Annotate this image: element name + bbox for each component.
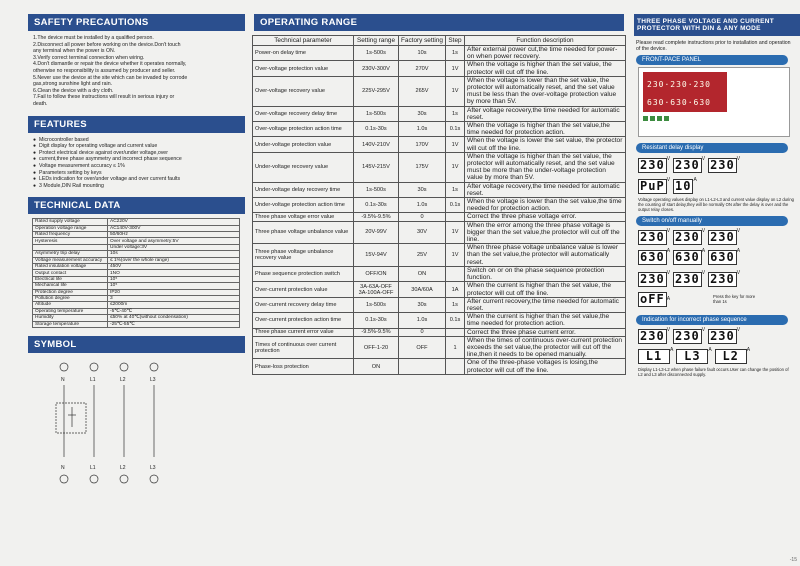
lcd-l2: L2 (715, 349, 747, 364)
tech-value: 3 (108, 295, 240, 301)
op-factory: 0 (399, 213, 446, 221)
op-step: 1V (446, 76, 465, 106)
feature-item: ● Digit display for operating voltage and current value (33, 143, 245, 150)
op-factory: 30s (399, 106, 446, 121)
op-factory: 0 (399, 328, 446, 336)
unit-a: A (708, 346, 712, 353)
unit-a: A (701, 247, 706, 254)
lcd-l3: 230 (710, 271, 735, 286)
top-label-n: N (61, 376, 65, 383)
op-step: 1V (446, 137, 465, 152)
safety-text (0, 35, 243, 108)
right-column (632, 0, 800, 377)
feature-item: ● Voltage measurement accuracy ≤ 1% (33, 163, 245, 170)
tech-param: Pollution degree (33, 295, 108, 301)
tech-param: Rated insulation voltage (33, 264, 108, 270)
op-row (253, 198, 626, 213)
op-range: 3A-63A-OFF 3A-100A-OFF (354, 282, 399, 297)
terminal-screw-icon (90, 363, 98, 371)
op-param: Under-voltage recovery value (253, 152, 354, 182)
op-range: -9.5%-9.5% (354, 213, 399, 221)
safety-line: any terminal when the power is ON. (33, 48, 116, 55)
switch-row4 (638, 292, 794, 307)
lcd-l1: 230 (640, 229, 665, 244)
tech-param: Storage temperature (33, 321, 108, 327)
tech-value: Over voltage and asymmetry:5V (108, 238, 240, 244)
panel-buttons (643, 108, 671, 126)
op-row (253, 244, 626, 267)
resistant-title: Resistant delay display (636, 143, 788, 153)
op-row (253, 266, 626, 281)
op-row (253, 106, 626, 121)
lcd-pup: PuP (640, 178, 665, 193)
tech-table (32, 218, 240, 328)
op-range: 1s-500s (354, 182, 399, 197)
op-header: Factory setting (399, 36, 446, 46)
tech-value: ≤50% at 40℃(without condensation) (108, 315, 240, 321)
terminal-screw-icon (120, 475, 128, 483)
safety-line: 1.The device must be installed by a qualified person. (33, 35, 154, 41)
symbol-header: SYMBOL (28, 336, 245, 353)
op-step: 0.1s (446, 313, 465, 328)
op-step (446, 266, 465, 281)
tech-value: 10⁵ (108, 283, 240, 289)
resistant-lcd-row (638, 156, 794, 174)
feature-item: ● Microcontroller based (33, 137, 245, 144)
op-param: Over-current recovery delay time (253, 297, 354, 312)
switch-title: Switch on/off manually (636, 216, 788, 226)
tech-param: Hysteresis (33, 238, 108, 244)
op-param: Over-voltage protection action time (253, 122, 354, 137)
lcd-l1: 630 (640, 249, 665, 264)
op-desc: When the voltage is higher than the set value, the protector will automatically reset, and the set value must be more than the under-voltage protection value by more than 5V. (465, 152, 626, 182)
incorrect-note: Display L1-L3-L2 when phase failure fault occurs.User can change the position of L2 and L3 after disconnected supply. (638, 366, 789, 377)
safety-line: 4.Don't dismantle or repair the device whether it operates normally, (33, 61, 187, 68)
switch-row1 (638, 228, 794, 246)
tech-value: Under voltage:3V (108, 244, 240, 250)
safety-line: 2.Disconnect all power before working on the device.Don't touch (33, 41, 181, 48)
op-desc: After external power cut,the time needed for power-on when power recovery. (465, 46, 626, 61)
op-desc: When the times of continuous over-current protection exceeds the set value,the protector will cut off the line,then it needs to be opened manually. (465, 336, 626, 359)
terminal-screw-icon (60, 363, 68, 371)
tech-row (33, 321, 240, 327)
tech-param: Output contact (33, 270, 108, 276)
unit-v: V (666, 227, 671, 234)
unit-v: V (666, 155, 671, 162)
tech-param: Electrical life (33, 276, 108, 282)
unit-v: V (666, 269, 671, 276)
op-range: 1s-500s (354, 106, 399, 121)
op-factory: 175V (399, 152, 446, 182)
tech-value: AC220V (108, 219, 240, 225)
op-row (253, 46, 626, 61)
op-desc: When the voltage is higher than the set value, the protector will cut off the line. (465, 61, 626, 76)
op-step: 1s (446, 46, 465, 61)
op-param: Three phase voltage unbalance value (253, 221, 354, 244)
op-step: 0.1s (446, 198, 465, 213)
op-row (253, 122, 626, 137)
tech-param: Rated supply voltage (33, 219, 108, 225)
unit-v: V (736, 326, 741, 333)
tech-param: Operating temperature (33, 308, 108, 314)
left-column (0, 0, 246, 492)
op-param: Over-voltage protection value (253, 61, 354, 76)
unit-v: V (736, 269, 741, 276)
op-desc: When the current is higher than the set value, the protector will cut off the line. (465, 282, 626, 297)
tech-value: 50/60Hz (108, 232, 240, 238)
bottom-label-l2: L2 (120, 464, 126, 471)
op-desc: When the voltage is lower the set value, the protector will cut off the line. (465, 137, 626, 152)
op-desc: After voltage recovery,the time needed for automatic reset. (465, 106, 626, 121)
features-header: FEATURES (28, 116, 245, 133)
safety-header: SAFETY PRECAUTIONS (28, 14, 245, 31)
op-step (446, 213, 465, 221)
op-range: 0.1s-30s (354, 122, 399, 137)
op-row (253, 328, 626, 336)
terminal-screw-icon (150, 363, 158, 371)
op-desc: After voltage recovery,the time needed for automatic reset. (465, 182, 626, 197)
op-desc: Switch on or on the phase sequence protection function. (465, 266, 626, 281)
op-range: 20V-99V (354, 221, 399, 244)
op-desc: When the current is higher than the set value,the time needed for protection action. (465, 313, 626, 328)
terminal-screw-icon (150, 475, 158, 483)
op-step: 1s (446, 182, 465, 197)
op-range: 145V-215V (354, 152, 399, 182)
op-range: 140V-210V (354, 137, 399, 152)
op-desc: When the voltage is lower than the set value, the protector will automatically reset, and the set value must be less than the over-voltage protection value by more than 5V. (465, 76, 626, 106)
safety-line: 3.Verify correct terminal connection when wiring. (33, 54, 145, 61)
feature-item: ● 3 Module,DIN Rail mounting (33, 183, 245, 190)
op-row (253, 336, 626, 359)
tech-value: -25℃-55℃ (108, 321, 240, 327)
wiring-symbol (42, 357, 202, 487)
front-panel-diagram (638, 67, 790, 137)
lcd-l2: 230 (675, 229, 700, 244)
bottom-label-n: N (61, 464, 65, 471)
op-desc: One of the three-phase voltages is losing,the protector will cut off the line. (465, 359, 626, 374)
op-row (253, 221, 626, 244)
op-factory: 30V (399, 221, 446, 244)
tech-value: 450V (108, 264, 240, 270)
op-range: ON (354, 359, 399, 374)
top-label-l1: L1 (90, 376, 96, 383)
feature-item: ● LEDs indication for over/under voltage and over current faults (33, 176, 245, 183)
tech-param: Humidity (33, 315, 108, 321)
panel-display-top: 230·230·230 (647, 79, 711, 89)
tech-param: Mechanical life (33, 283, 108, 289)
op-factory: 10s (399, 46, 446, 61)
op-row (253, 61, 626, 76)
op-range: 15V-94V (354, 244, 399, 267)
op-step: 1 (446, 336, 465, 359)
op-step (446, 328, 465, 336)
op-range: 225V-295V (354, 76, 399, 106)
op-param: Over-current protection action time (253, 313, 354, 328)
page-number: -15 (789, 557, 797, 563)
top-label-l3: L3 (150, 376, 156, 383)
op-param: Three phase voltage unbalance recovery value (253, 244, 354, 267)
op-step: 0.1s (446, 122, 465, 137)
op-factory: ON (399, 266, 446, 281)
incorrect-title: Indication for incorrect phase sequence (636, 315, 788, 325)
tech-param: Rated frequency (33, 232, 108, 238)
op-range: 1s-500s (354, 297, 399, 312)
op-desc: Correct the three phase current error. (465, 328, 626, 336)
tech-value: 1NO (108, 270, 240, 276)
tech-param: Voltage measurement accuracy (33, 257, 108, 263)
op-desc: Correct the three phase voltage error. (465, 213, 626, 221)
op-factory: 265V (399, 76, 446, 106)
unit-a: A (670, 346, 674, 353)
unit-v: V (701, 155, 706, 162)
op-range: 0.1s-30s (354, 198, 399, 213)
op-factory: 1.0s (399, 122, 446, 137)
op-desc: When three phase voltage unbalance value is lower than the set value,the protector will automatically reset. (465, 244, 626, 267)
tech-value: -5℃-40℃ (108, 308, 240, 314)
op-row (253, 182, 626, 197)
unit-a: A (693, 176, 697, 183)
operating-table (252, 35, 626, 375)
tech-value: 10⁵ (108, 276, 240, 282)
op-param: Over-voltage recovery value (253, 76, 354, 106)
op-row (253, 359, 626, 374)
front-display (643, 72, 727, 112)
unit-a: A (736, 247, 741, 254)
tech-param: Protection degree (33, 289, 108, 295)
op-step: 1A (446, 282, 465, 297)
op-factory: 30s (399, 297, 446, 312)
op-factory: 1.0s (399, 313, 446, 328)
switch-row3 (638, 270, 794, 288)
op-step: 1V (446, 244, 465, 267)
op-factory: OFF (399, 336, 446, 359)
lcd-l1: L1 (638, 349, 670, 364)
op-row (253, 137, 626, 152)
op-row (253, 152, 626, 182)
feature-item: ● Parameters setting by keys (33, 170, 245, 177)
intro-text: Please read complete instructions prior to installation and operation of the device. (636, 40, 791, 53)
op-row (253, 213, 626, 221)
safety-line: otherwise no responsibility is assumed by producer and seller. (33, 67, 176, 74)
unit-v: V (701, 326, 706, 333)
panel-display-bottom: 630·630·630 (647, 97, 711, 107)
lcd-l1: 230 (640, 271, 665, 286)
op-step: 1V (446, 221, 465, 244)
tech-value: ≤ 1%(over the whole range) (108, 257, 240, 263)
op-factory: 25V (399, 244, 446, 267)
op-range: OFF-1-20 (354, 336, 399, 359)
lcd-l3: 230 (710, 157, 735, 172)
terminal-screw-icon (120, 363, 128, 371)
op-desc: When the voltage is lower than the set value,the time needed for protection action. (465, 198, 626, 213)
key-button-icon[interactable] (664, 116, 669, 121)
op-factory: 30A/60A (399, 282, 446, 297)
op-row (253, 297, 626, 312)
resistant-note: Voltage operating values display on L1-L2-L3 and current value display on L2 during the counting of start delay,they will be normally ON after the delay is over and the output relay closes. (638, 196, 794, 212)
safety-line: gas,strong sunshine light and rain. (33, 81, 113, 88)
op-factory: 30s (399, 182, 446, 197)
safety-line: 6.Clean the device with a dry cloth. (33, 87, 114, 94)
tech-value: AC140V-300V (108, 225, 240, 231)
bottom-label-l3: L3 (150, 464, 156, 471)
op-param: Three phase voltage error value (253, 213, 354, 221)
lcd-l2: 230 (675, 271, 700, 286)
unit-v: V (666, 176, 671, 183)
lcd-off: oFF (640, 291, 665, 306)
op-range: -9.5%-9.5% (354, 328, 399, 336)
op-factory: 270V (399, 61, 446, 76)
safety-line: 5.Never use the device at the site which can be invaded by corrode (33, 74, 188, 81)
op-factory: 170V (399, 137, 446, 152)
tech-value: 10s (108, 251, 240, 257)
op-range: OFF/ON (354, 266, 399, 281)
operating-header: OPERATING RANGE (254, 14, 624, 31)
middle-column (250, 0, 628, 375)
feature-item: ● Protect electrical device against over/under voltage,over (33, 150, 245, 157)
op-range: 1s-500s (354, 46, 399, 61)
front-panel-title: FRONT-PACE PANEL (636, 55, 788, 65)
lcd-l3: 230 (710, 328, 735, 343)
lcd-l1: 230 (640, 157, 665, 172)
key-button-icon[interactable] (643, 116, 648, 121)
tech-param: Altitude (33, 302, 108, 308)
unit-v: V (701, 227, 706, 234)
unit-a: A (666, 296, 671, 303)
switch-note: Press the key for more than 1s (713, 294, 756, 305)
bottom-label-l1: L1 (90, 464, 96, 471)
features-list (0, 137, 245, 190)
unit-v: V (666, 326, 671, 333)
switch-row2 (638, 248, 794, 266)
unit-a: A (666, 247, 671, 254)
unit-v: V (736, 227, 741, 234)
lcd-l2: 230 (675, 328, 700, 343)
lcd-l3: 630 (710, 249, 735, 264)
terminal-screw-icon (60, 475, 68, 483)
op-range: 0.1s-30s (354, 313, 399, 328)
op-header: Setting range (354, 36, 399, 46)
resistant-lcd-row2 (638, 177, 794, 195)
op-param: Power-on delay time (253, 46, 354, 61)
lcd-l3: L3 (676, 349, 708, 364)
incorrect-row1 (638, 327, 794, 345)
lcd-l3: 230 (710, 229, 735, 244)
tech-header: TECHNICAL DATA (28, 197, 245, 214)
key-button-icon[interactable] (650, 116, 655, 121)
op-param: Over-voltage recovery delay time (253, 106, 354, 121)
op-desc: When the voltage is higher than the set value,the time needed for protection action. (465, 122, 626, 137)
op-param: Under-voltage delay recovery time (253, 182, 354, 197)
op-factory: 1.0s (399, 198, 446, 213)
unit-v: V (701, 269, 706, 276)
op-row (253, 313, 626, 328)
op-step: 1s (446, 297, 465, 312)
op-header: Technical parameter (253, 36, 354, 46)
lcd-l2: 630 (675, 249, 700, 264)
tech-value: ≤2000m (108, 302, 240, 308)
key-button-icon[interactable] (657, 116, 662, 121)
op-step: 1V (446, 61, 465, 76)
unit-a: A (746, 346, 751, 353)
op-row (253, 76, 626, 106)
tech-param: Asymmetry trip delay (33, 251, 108, 257)
incorrect-row2 (638, 347, 794, 365)
safety-line: death. (33, 100, 48, 107)
op-param: Phase sequence protection switch (253, 266, 354, 281)
op-param: Over-current protection value (253, 282, 354, 297)
op-row (253, 282, 626, 297)
op-step (446, 359, 465, 374)
tech-value: IP20 (108, 289, 240, 295)
op-param: Under-voltage protection action time (253, 198, 354, 213)
op-param: Three phase current error value (253, 328, 354, 336)
op-desc: When the error among the three phase voltage is bigger than the set value,the protector will cut off the line. (465, 221, 626, 244)
op-step: 1V (446, 152, 465, 182)
unit-v: V (736, 155, 741, 162)
op-param: Phase-loss protection (253, 359, 354, 374)
op-factory (399, 359, 446, 374)
right-header: THREE PHASE VOLTAGE AND CURRENT PROTECTOR WITH DIN & ANY MODE (634, 14, 800, 36)
op-param: Times of continuous over current protection (253, 336, 354, 359)
op-param: Under-voltage protection value (253, 137, 354, 152)
top-label-l2: L2 (120, 376, 126, 383)
tech-param: Operation voltage range (33, 225, 108, 231)
lcd-l2: 230 (675, 157, 700, 172)
lcd-l1: 230 (640, 328, 665, 343)
op-range: 230V-300V (354, 61, 399, 76)
feature-item: ● current,three phase asymmetry and incorrect phase sequence (33, 156, 245, 163)
lcd-delay: 10 (675, 178, 692, 193)
op-header: Step (446, 36, 465, 46)
op-desc: After current recovery,the time needed for automatic reset. (465, 297, 626, 312)
safety-line: 7.Fail to follow these instructions will result in serious injury or (33, 94, 175, 101)
op-header: Function description (465, 36, 626, 46)
op-step: 1s (446, 106, 465, 121)
terminal-screw-icon (90, 475, 98, 483)
